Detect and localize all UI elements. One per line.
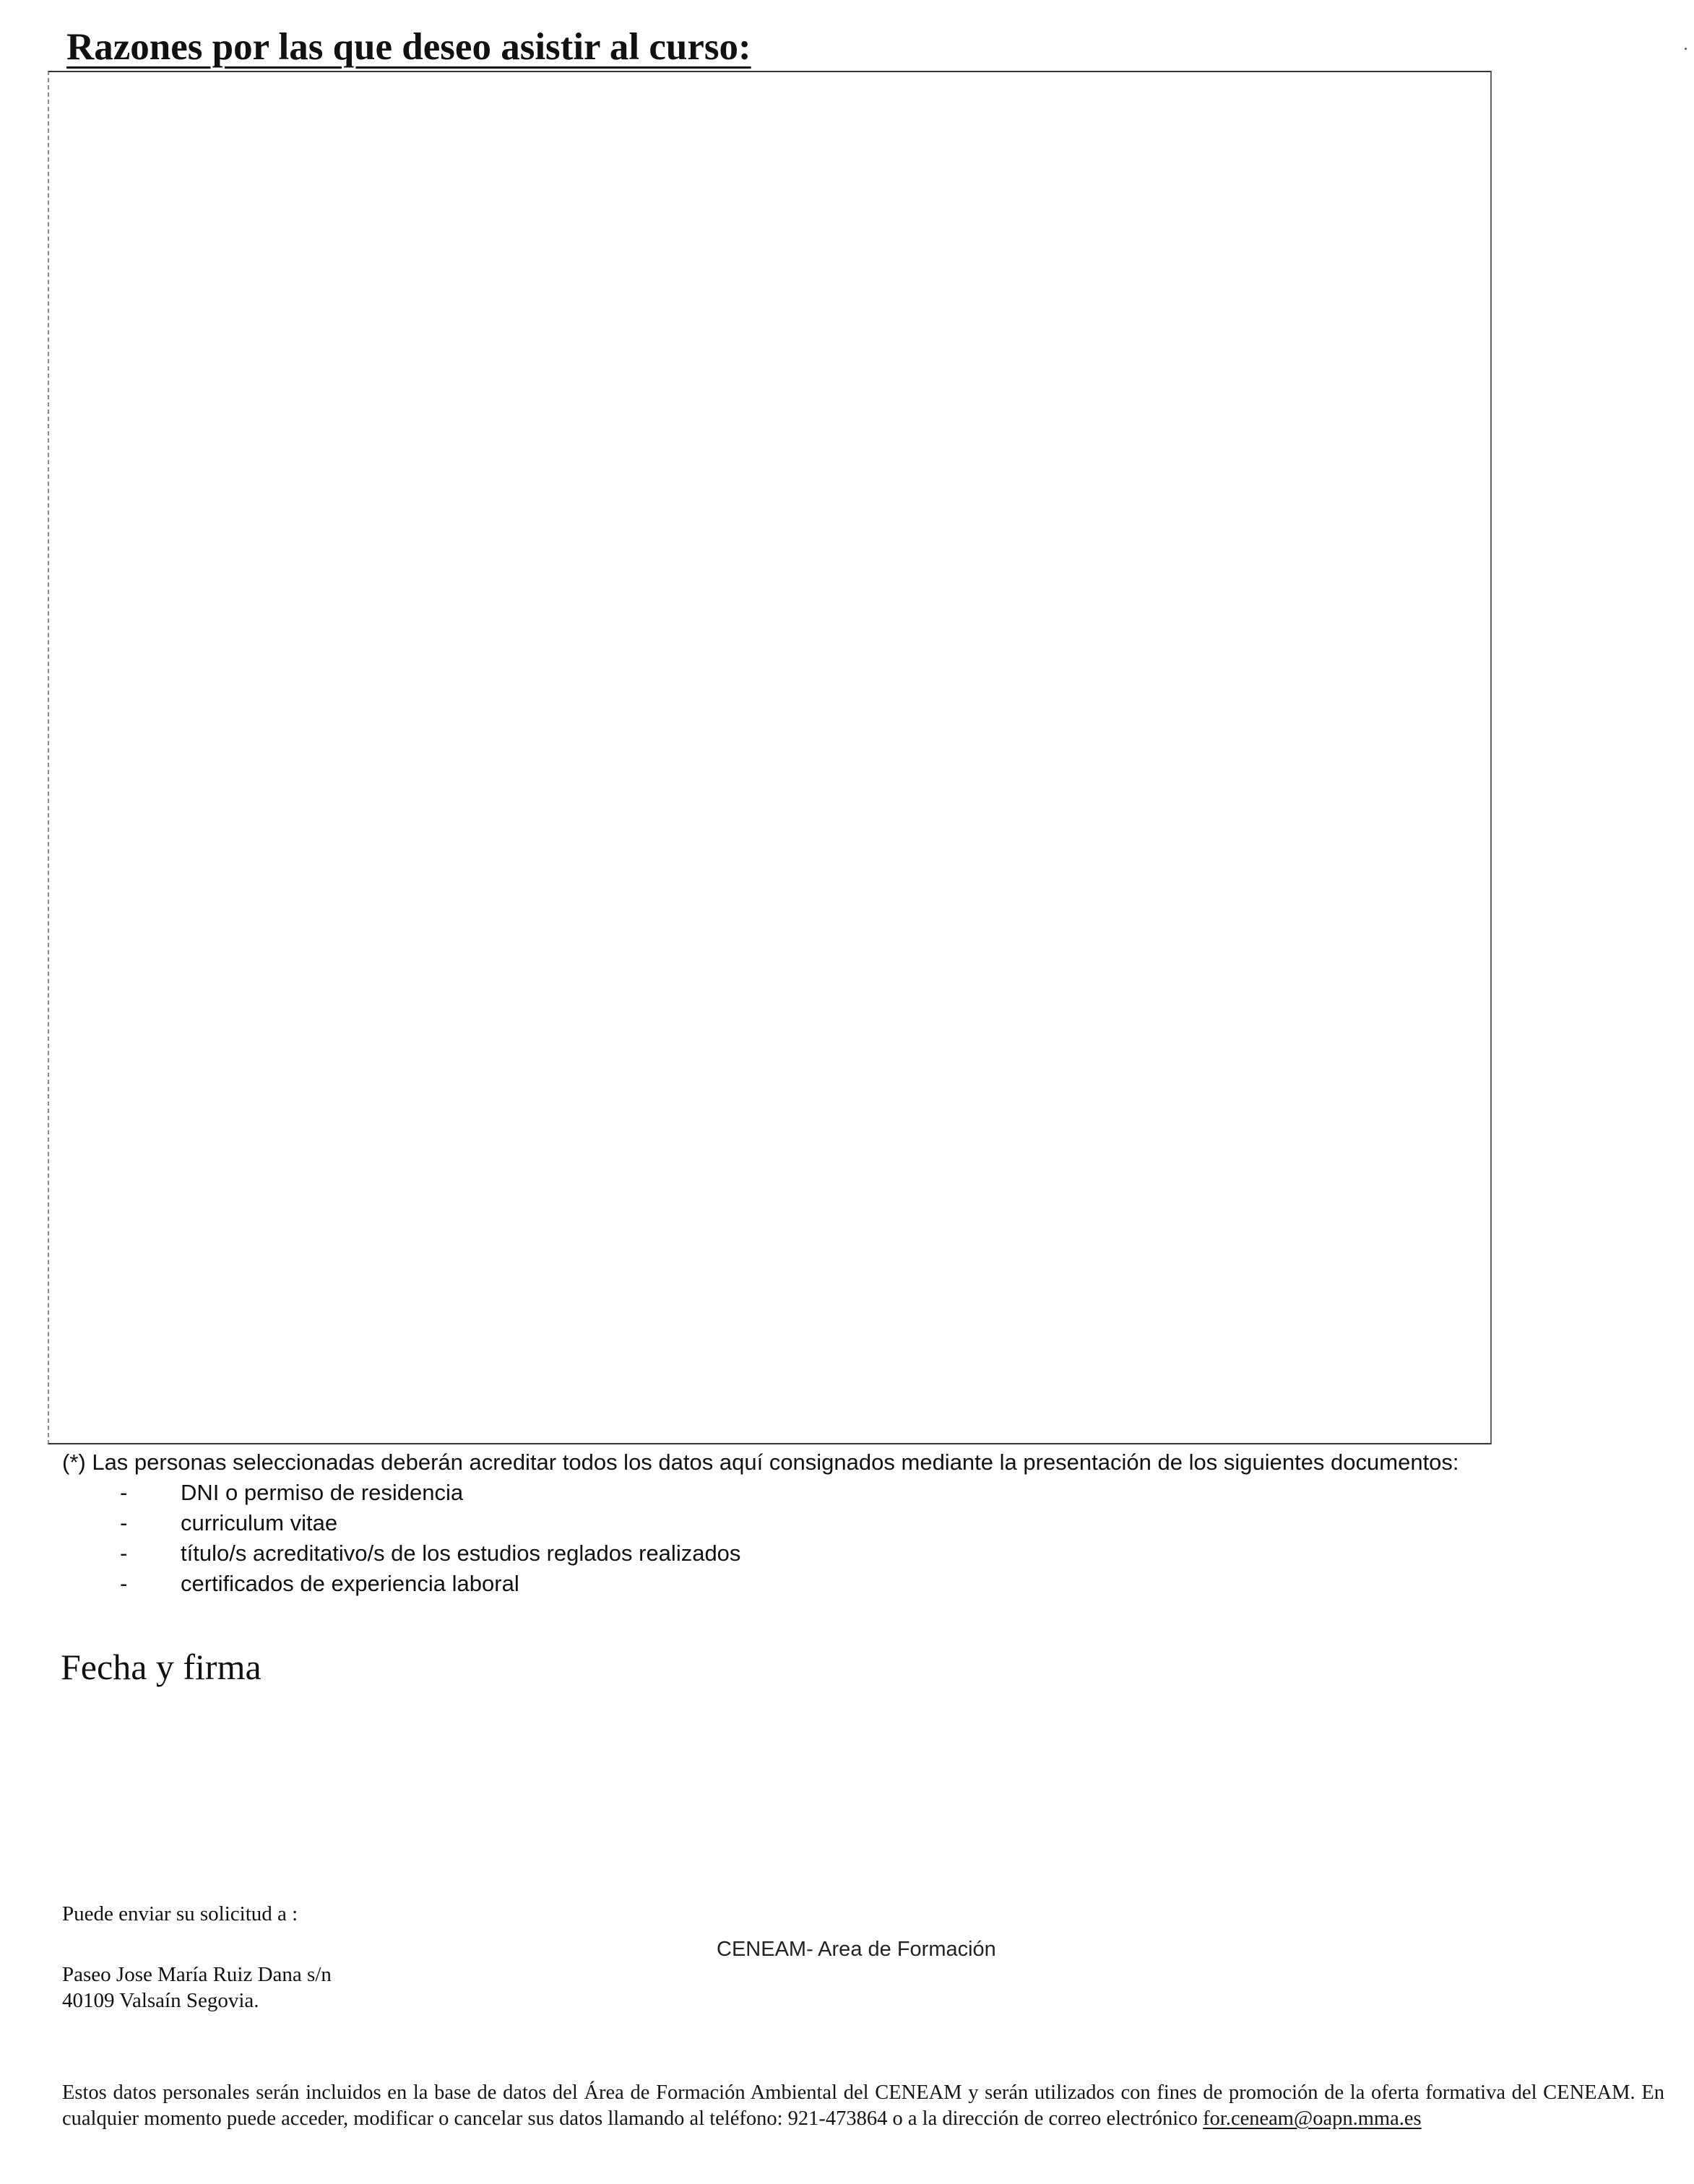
- postal-address: [62, 1962, 332, 2014]
- document-label: curriculum vitae: [181, 1510, 338, 1535]
- dash-bullet: -: [120, 1571, 128, 1596]
- list-item: [120, 1508, 740, 1538]
- contact-email-link[interactable]: for.ceneam@oapn.mma.es: [1203, 2107, 1422, 2130]
- reasons-heading: Razones por las que deseo asistir al curso:: [66, 26, 751, 68]
- dash-bullet: -: [120, 1480, 128, 1505]
- scan-speck: [1685, 48, 1687, 50]
- organization-name: CENEAM- Area de Formación: [717, 1938, 996, 1961]
- dash-bullet: -: [120, 1510, 128, 1535]
- submission-intro: Puede enviar su solicitud a :: [62, 1902, 298, 1925]
- required-documents-list: [120, 1478, 740, 1599]
- document-label: certificados de experiencia laboral: [181, 1571, 519, 1596]
- list-item: [120, 1538, 740, 1569]
- address-line-1: Paseo Jose María Ruiz Dana s/n: [62, 1963, 332, 1986]
- privacy-text: Estos datos personales serán incluidos en la base de datos del Área de Formación Ambiental del CENEAM y serán utilizados con fines de promoción de la oferta formativa del CENEAM. En cualquier momento puede acceder, modificar o cancelar sus datos llamando al teléfono: 921-473864 o a la dirección de correo electrónico: [62, 2081, 1664, 2130]
- list-item: [120, 1478, 740, 1508]
- privacy-notice: [62, 2080, 1664, 2132]
- document-label: DNI o permiso de residencia: [181, 1480, 464, 1505]
- document-label: título/s acreditativo/s de los estudios reglados realizados: [181, 1540, 741, 1566]
- reasons-textarea[interactable]: [48, 71, 1492, 1444]
- date-signature-label: Fecha y firma: [61, 1647, 262, 1687]
- requirements-note: (*) Las personas seleccionadas deberán acreditar todos los datos aquí consignados mediante la presentación de los siguientes documentos:: [62, 1450, 1459, 1475]
- dash-bullet: -: [120, 1540, 128, 1566]
- list-item: [120, 1569, 740, 1599]
- address-line-2: 40109 Valsaín Segovia.: [62, 1989, 259, 2012]
